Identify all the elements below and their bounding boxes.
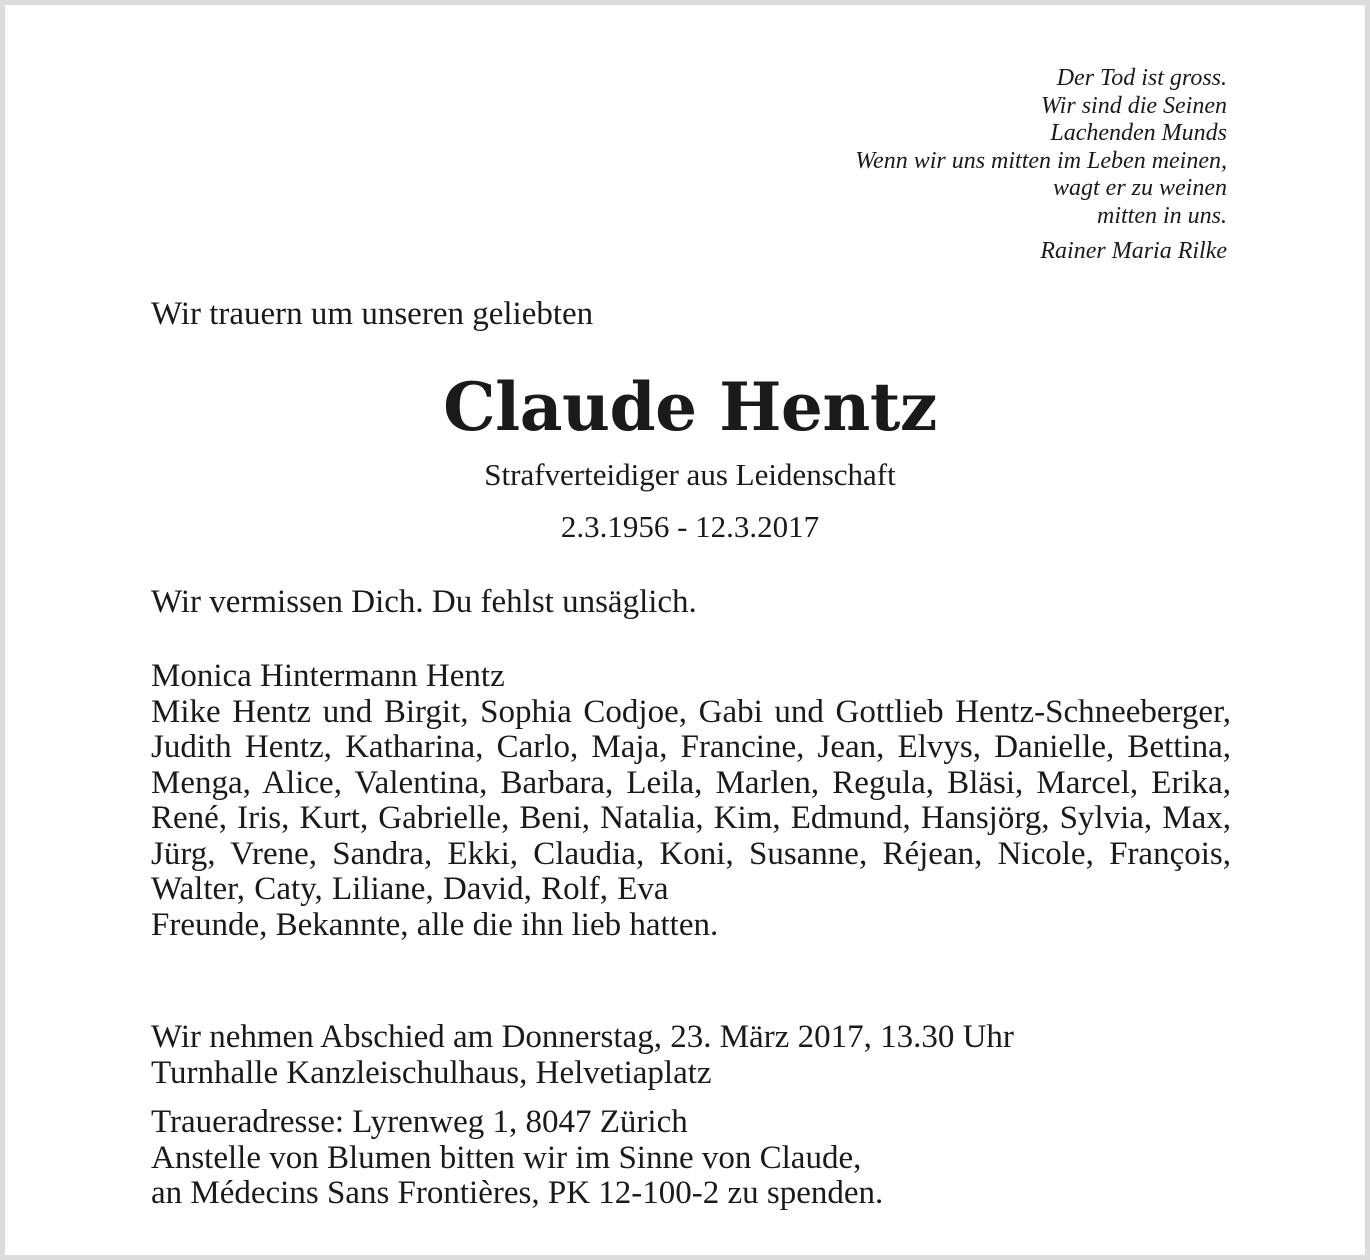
poem-line: Wir sind die Seinen <box>1041 92 1227 119</box>
mourner-widow: Monica Hintermann Hentz <box>151 658 505 694</box>
mourning-address <box>151 1105 1231 1212</box>
poem-line: Wenn wir uns mitten im Leben meinen, <box>855 147 1227 174</box>
ceremony-location: Turnhalle Kanzleischulhaus, Helvetiaplatz <box>151 1054 712 1091</box>
poem-line: wagt er zu weinen <box>1053 175 1227 201</box>
message-text: Wir vermissen Dich. Du fehlst unsäglich. <box>151 584 697 620</box>
mourner-friends: Freunde, Bekannte, alle die ihn lieb hatten. <box>151 906 719 943</box>
poem-line: Der Tod ist gross. <box>1056 65 1227 91</box>
ceremony-date: Wir nehmen Abschied am Donnerstag, 23. März 2017, 13.30 Uhr <box>151 1019 1014 1055</box>
deceased-name: Claude Hentz <box>443 368 937 446</box>
poem-author: Rainer Maria Rilke <box>1040 238 1227 264</box>
donation-line: an Médecins Sans Frontières, PK 12-100-2 zu spenden. <box>151 1175 884 1211</box>
intro-text: Wir trauern um unseren geliebten <box>151 296 594 332</box>
mourner-family: Mike Hentz und Birgit, Sophia Codjoe, Gabi und Gottlieb Hentz-Schneeberger, Judith Hentz, Katharina, Carlo, Maja, Francine, Jean, Elvys, Danielle, Bettina, Menga, Alice, Valentina, Barbara, Leila, Marlen, Regula, Bläsi, Marcel, Erika, René, Iris, Kurt, Gabrielle, Beni, Natalia, Kim, Edmund, Hansjörg, Sylvia, Max, Jürg, Vrene, Sandra, Ekki, Claudia, Koni, Susanne, Réjean, Nicole, François, Walter, Caty, Liliane, David, Rolf, Eva <box>151 693 1231 907</box>
poem-line: Lachenden Munds <box>1050 120 1227 146</box>
deceased-dates: 2.3.1956 - 12.3.2017 <box>560 509 820 544</box>
mourners-list <box>151 659 1231 943</box>
donation-line: Anstelle von Blumen bitten wir im Sinne von Claude, <box>151 1139 862 1176</box>
poem-quote <box>667 65 1227 266</box>
poem-line: mitten in uns. <box>1097 202 1227 229</box>
deceased-subtitle: Strafverteidiger aus Leidenschaft <box>484 457 896 492</box>
address-line: Traueradresse: Lyrenweg 1, 8047 Zürich <box>151 1104 688 1140</box>
ceremony-info <box>151 1020 1231 1091</box>
